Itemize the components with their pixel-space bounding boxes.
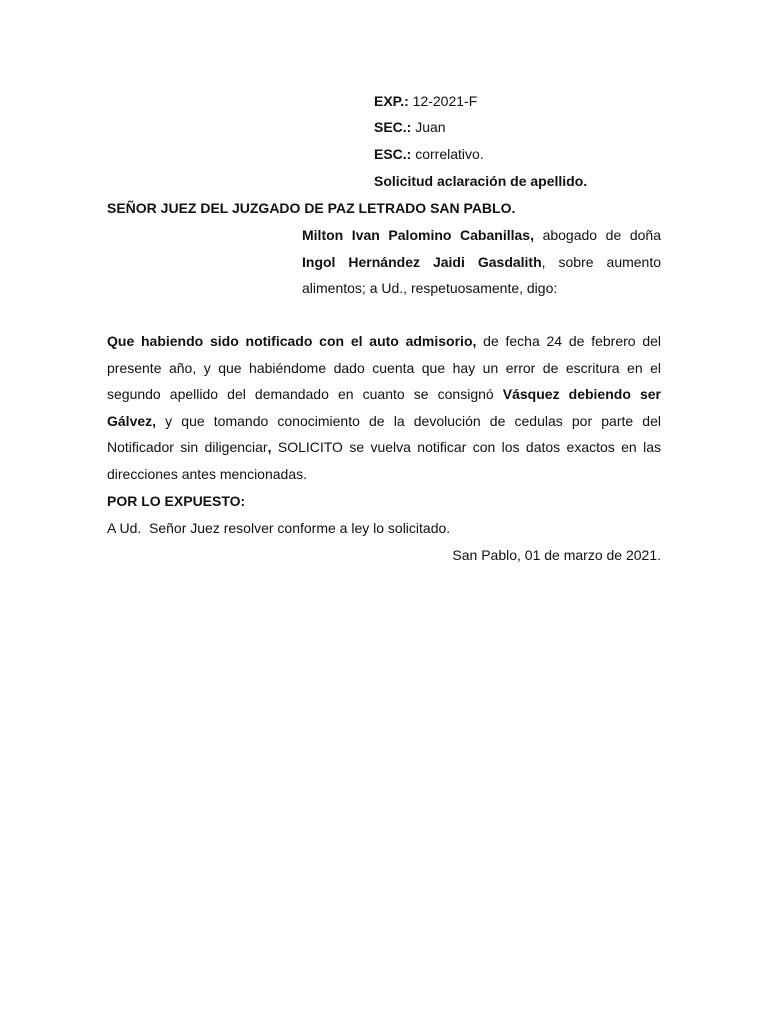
intro-paragraph: [302, 222, 661, 302]
body-bold-2: Vásquez debiendo ser Gálvez,: [107, 386, 661, 429]
sec-value: Juan: [411, 119, 446, 135]
addressee-line: SEÑOR JUEZ DEL JUZGADO DE PAZ LETRADO SAN PABLO.: [107, 200, 516, 216]
body-bold-3: ,: [267, 439, 272, 456]
body-text-1: de fecha 24 de febrero del presente año, y que habiéndome dado cuenta que hay un error de escritura en el segundo apellido del demandado en cuanto se consignó: [107, 333, 661, 403]
intro-text-1: abogado de doña: [533, 227, 661, 243]
closing-heading: POR LO EXPUESTO:: [107, 493, 246, 509]
lawyer-name: Milton Ivan Palomino Cabanillas,: [302, 227, 534, 243]
body-text-3: SOLICITO se vuelva notificar con los datos exactos en las direcciones antes mencionadas.: [107, 439, 661, 482]
subject-line: Solicitud aclaración de apellido.: [374, 173, 588, 189]
esc-value: correlativo.: [411, 146, 484, 162]
exp-line: [374, 92, 477, 110]
place-date: San Pablo, 01 de marzo de 2021.: [452, 547, 661, 563]
body-bold-1: Que habiendo sido notificado con el auto admisorio,: [107, 333, 477, 349]
intro-text-2: , sobre aumento alimentos; a Ud., respetuosamente, digo:: [302, 253, 662, 297]
esc-line: [374, 145, 484, 163]
closing-text: A Ud. Señor Juez resolver conforme a ley lo solicitado.: [107, 520, 451, 536]
body-paragraph: [107, 328, 661, 488]
sec-line: [374, 118, 446, 136]
esc-label: ESC.:: [374, 146, 412, 162]
exp-value: 12-2021-F: [408, 93, 478, 109]
client-name: Ingol Hernández Jaidi Gasdalith: [302, 253, 542, 270]
sec-label: SEC.:: [374, 119, 412, 135]
body-text-2: y que tomando conocimiento de la devolución de cedulas por parte del Notificador sin diligenciar: [107, 412, 661, 456]
exp-label: EXP.:: [374, 93, 409, 109]
